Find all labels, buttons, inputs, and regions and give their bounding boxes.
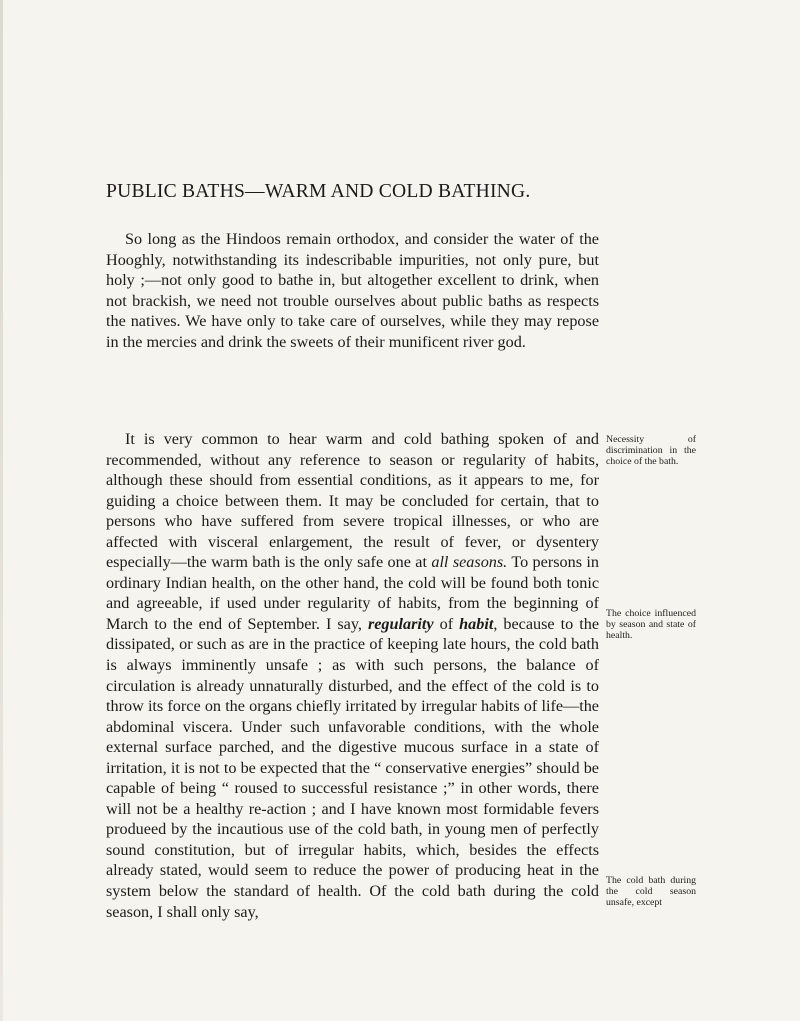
marginal-note-season-health: The choice influenced by season and state of health. [606, 608, 696, 641]
paragraph-1 [106, 229, 599, 352]
paragraph-2-part-2: To persons in ordinary Indian health, on the other hand, the cold will be found both tonic and agreeable, if used under regularity of habits, from the beginning of March to the end of September. I say, [106, 553, 599, 633]
paragraph-2-part-4: , because to the dissipated, or such as are in the practice of keeping late hours, the cold bath is always imminently unsafe ; as with such persons, the balance of circulation is already unnaturally disturbed, and the effect of the cold is to throw its force on the organs chiefly irritated by irregular habits of life—the abdominal viscera. Under such unfavorable conditions, with the whole external surface parched, and the digestive mucous surface in a state of irritation, it is not to be expected that the “ conservative energies” should be capable of being “ roused to successful resistance ;” in other words, there will not be a healthy re-action ; and I have known most formidable fevers produeed by the incautious use of the cold bath, in young men of perfectly sound constitution, but of irregular habits, which, besides the effects already stated, would seem to reduce the power of producing heat in the system below the standard of health. Of the cold bath during the cold season, I shall only say, [106, 614, 600, 921]
paragraph-2 [106, 429, 599, 922]
paragraph-2-text [106, 429, 599, 922]
paragraph-2-part-1: It is very common to hear warm and cold bathing spoken of and recommended, without any reference to season or regularity of habits, although these should from essential conditions, as it appears to me, for guiding a choice between them. It may be concluded for certain, that to persons who have suffered from severe tropical illnesses, or who are affected with visceral enlargement, the result of fever, or dysentery especially—the warm bath is the only safe one at [106, 430, 599, 572]
emphasis-regularity: regularity [367, 614, 434, 633]
paragraph-1-text: So long as the Hindoos remain orthodox, and consider the water of the Hooghly, notwithstanding its indescribable impurities, not only pure, but holy ;—not only good to bathe in, but altogether excellent to drink, when not brackish, we need not trouble ourselves about public baths as respects the natives. We have only to take care of ourselves, while they may repose in the mercies and drink the sweets of their munificent river god. [106, 230, 599, 351]
marginal-note-discrimination: Necessity of discrimination in the choice of the bath. [606, 434, 696, 467]
page-heading: PUBLIC BATHS—WARM AND COLD BATHING. [106, 181, 531, 202]
paragraph-2-part-3: of [433, 614, 460, 633]
page-edge [0, 0, 3, 1021]
emphasis-all-seasons: all seasons. [431, 553, 508, 572]
marginal-note-cold-season: The cold bath during the cold season unsafe, except [606, 875, 696, 908]
emphasis-habit: habit [459, 614, 494, 633]
